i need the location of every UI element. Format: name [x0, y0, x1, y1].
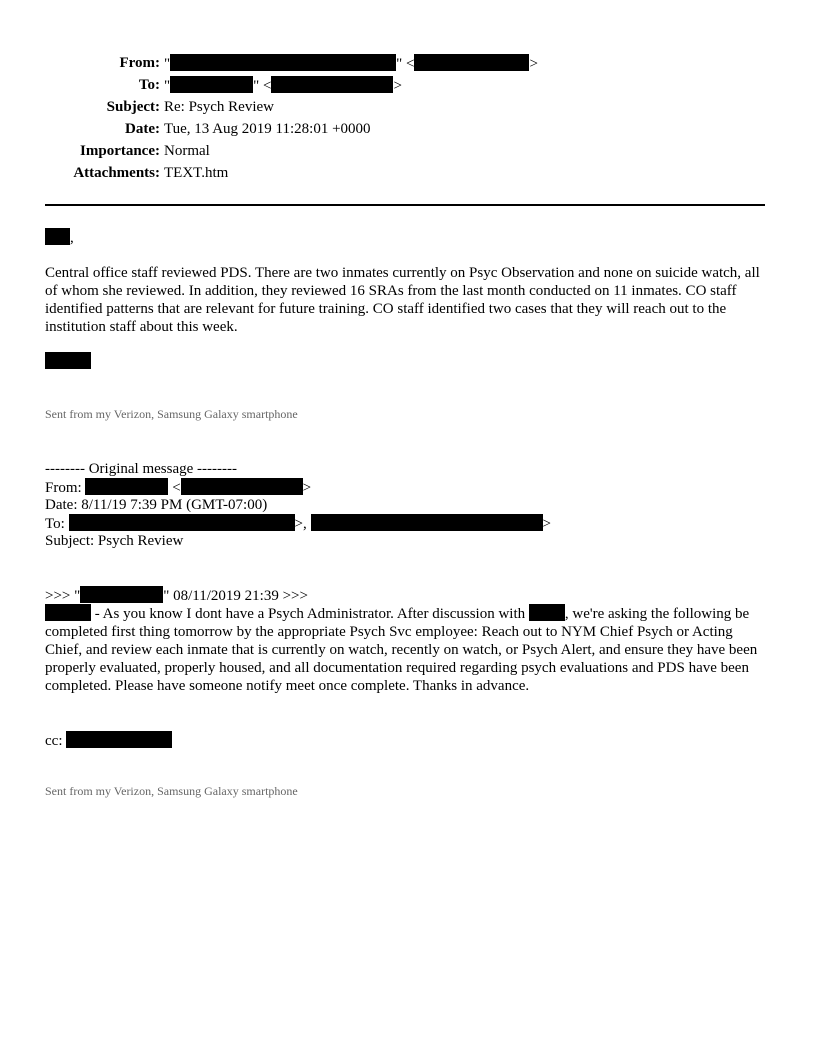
- redacted-quote-name: [529, 604, 565, 621]
- reply-paragraph: Central office staff reviewed PDS. There are two inmates currently on Psyc Observation and none on suicide watch, all of whom she reviewed. In addition, they reviewed 16 SRAs from the last month conducted on 11 inmates. CO staff identified patterns that are relevant for future training. CO staff identified two cases that they will reach out to the institution staff about this week.: [45, 265, 760, 335]
- redacted-original-from-name: [85, 478, 168, 495]
- header-to-row: [0, 76, 816, 94]
- quote-body: [45, 604, 767, 695]
- redacted-original-to-2: [311, 514, 543, 531]
- original-date: Date: 8/11/19 7:39 PM (GMT-07:00): [45, 497, 268, 513]
- redacted-quote-sender: [80, 586, 163, 603]
- reply-sent-from: Sent from my Verizon, Samsung Galaxy smartphone: [45, 407, 298, 421]
- date-value: Tue, 13 Aug 2019 11:28:01 +0000: [164, 121, 371, 137]
- header-date-row: [0, 120, 816, 138]
- importance-value: Normal: [164, 143, 210, 159]
- redacted-sender-email: [414, 54, 529, 71]
- original-to-label: To:: [45, 516, 65, 532]
- from-label: From:: [119, 55, 160, 71]
- cc-line: [45, 731, 172, 750]
- attachments-value: TEXT.htm: [164, 165, 229, 181]
- header-subject-row: [0, 98, 816, 116]
- redacted-quote-addressee: [45, 604, 91, 621]
- greeting: ,: [45, 228, 74, 247]
- quote-header: [45, 586, 308, 605]
- original-subject: Subject: Psych Review: [45, 533, 184, 549]
- redacted-sender-name: [170, 54, 396, 71]
- subject-label: Subject:: [106, 99, 160, 115]
- quote-body-start: - As you know I dont have a Psych Administrator. After discussion with: [91, 606, 529, 622]
- header-importance-row: [0, 142, 816, 160]
- cc-label: cc:: [45, 733, 63, 749]
- redacted-signature: [45, 352, 91, 369]
- quote-date: " 08/11/2019 21:39 >>>: [163, 588, 308, 604]
- date-label: Date:: [125, 121, 160, 137]
- redacted-cc: [66, 731, 172, 748]
- to-value: " " < >: [164, 78, 402, 94]
- attachments-label: Attachments:: [73, 165, 160, 181]
- original-to: To: >, >: [45, 516, 551, 532]
- to-label: To:: [138, 77, 160, 93]
- header-attachments-row: [0, 164, 816, 182]
- quote-body-rest: , we're asking the following be completed first thing tomorrow by the appropriate Psych Svc employee: Reach out to NYM Chief Psych or Acting Chief, and review each inmate that is currently on watch, recently on watch, or Psych Alert, and ensure they have been properly evaluated, properly housed, and all documentation required regarding psych evaluations and PDS have been completed. Please have someone notify meet once complete. Thanks in advance.: [45, 606, 758, 694]
- original-from: From: < >: [45, 480, 312, 496]
- subject-value: Re: Psych Review: [164, 99, 274, 115]
- redacted-original-from-email: [181, 478, 303, 495]
- redacted-greeting-name: [45, 228, 70, 245]
- reply-signature: [45, 352, 91, 371]
- from-value: " " < >: [164, 56, 538, 72]
- redacted-recipient-name: [170, 76, 253, 93]
- redacted-original-to-1: [69, 514, 295, 531]
- redacted-recipient-email: [271, 76, 393, 93]
- importance-label: Importance:: [80, 143, 160, 159]
- header-divider: [45, 204, 765, 206]
- original-divider: -------- Original message --------: [45, 461, 237, 477]
- original-from-label: From:: [45, 480, 82, 496]
- quote-marker: >>> ": [45, 588, 81, 604]
- original-sent-from: Sent from my Verizon, Samsung Galaxy smartphone: [45, 784, 298, 798]
- header-from-row: [0, 54, 816, 72]
